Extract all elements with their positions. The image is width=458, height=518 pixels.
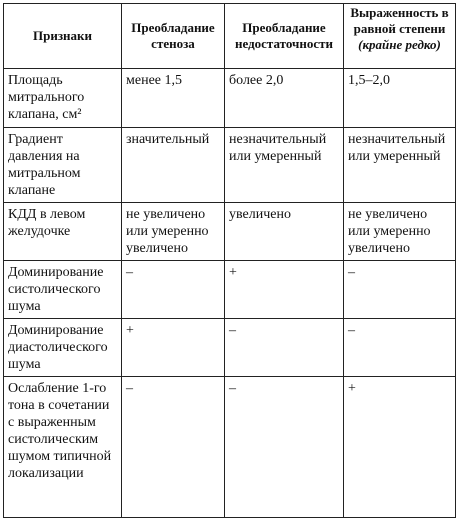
- header-stenosis: Преобладание стеноза: [122, 4, 225, 69]
- cell-insufficiency: +: [225, 261, 344, 319]
- table-row: [4, 319, 456, 377]
- header-insufficiency: Преобладание недостаточности: [225, 4, 344, 69]
- cell-equal: +: [344, 377, 456, 518]
- cell-stenosis: не увеличено или умеренно увеличено: [122, 203, 225, 261]
- table-row: [4, 203, 456, 261]
- cell-stenosis: +: [122, 319, 225, 377]
- cell-equal: 1,5–2,0: [344, 69, 456, 128]
- header-row: [4, 4, 456, 69]
- row-label: Градиент давления на митральном клапане: [4, 128, 122, 203]
- header-features: Признаки: [4, 4, 122, 69]
- row-label: Доминирование диастолического шума: [4, 319, 122, 377]
- table-body: [4, 69, 456, 518]
- table-row: [4, 69, 456, 128]
- cell-equal: –: [344, 261, 456, 319]
- cell-stenosis: менее 1,5: [122, 69, 225, 128]
- cell-equal: –: [344, 319, 456, 377]
- cell-stenosis: –: [122, 261, 225, 319]
- table-header: [4, 4, 456, 69]
- row-label: КДД в левом желудочке: [4, 203, 122, 261]
- cell-insufficiency: –: [225, 319, 344, 377]
- cell-stenosis: значительный: [122, 128, 225, 203]
- row-label: Ослабление 1-го тона в сочетании с выраженным систолическим шумом типичной локализации: [4, 377, 122, 518]
- header-equal-note: (крайне редко): [358, 37, 441, 52]
- cell-insufficiency: увеличено: [225, 203, 344, 261]
- table-row: [4, 128, 456, 203]
- document-page: [3, 3, 456, 518]
- cell-insufficiency: более 2,0: [225, 69, 344, 128]
- cell-stenosis: –: [122, 377, 225, 518]
- table-row: [4, 377, 456, 518]
- row-label: Доминирование систолического шума: [4, 261, 122, 319]
- cell-insufficiency: –: [225, 377, 344, 518]
- cell-equal: незначительный или умеренный: [344, 128, 456, 203]
- table-row: [4, 261, 456, 319]
- row-label: Площадь митрального клапана, см²: [4, 69, 122, 128]
- header-equal-text: Выраженность в равной степени: [350, 5, 449, 36]
- cell-equal: не увеличено или умеренно увеличено: [344, 203, 456, 261]
- cell-insufficiency: незначительный или умеренный: [225, 128, 344, 203]
- header-equal: [344, 4, 456, 69]
- mitral-defect-comparison-table: [3, 3, 456, 518]
